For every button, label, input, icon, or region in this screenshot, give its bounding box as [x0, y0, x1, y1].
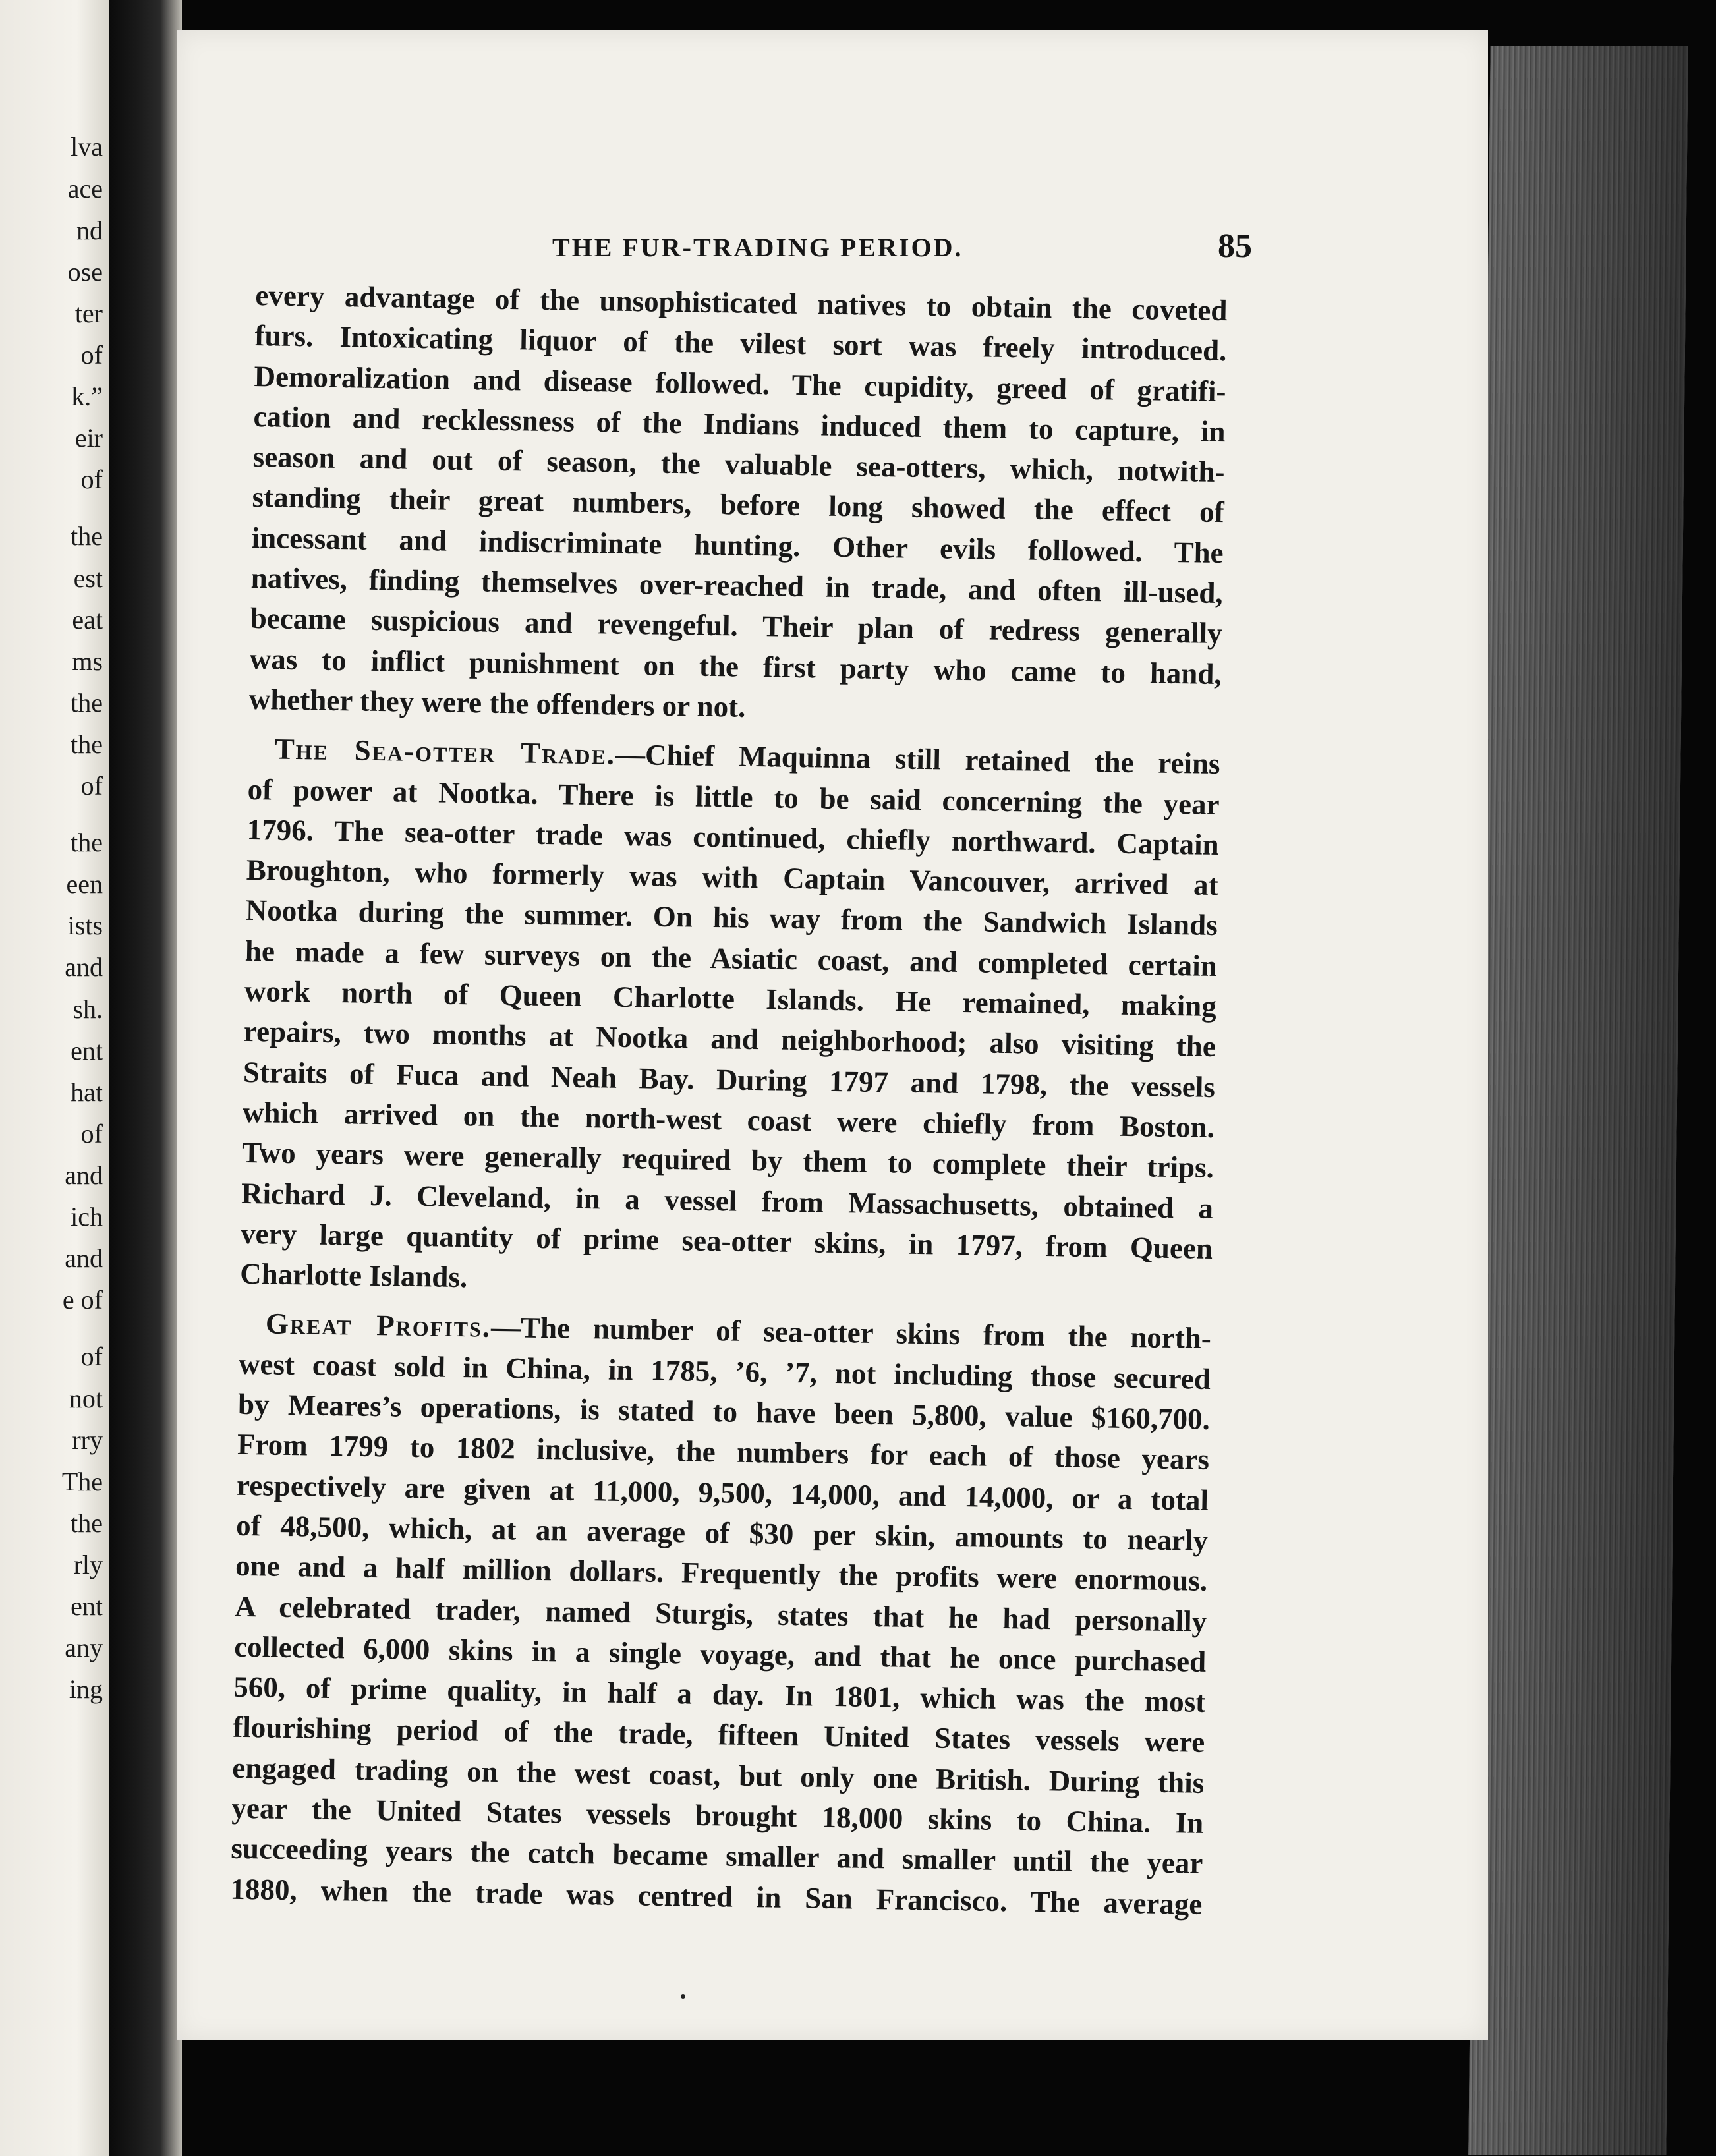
facing-page-fragment: e of: [62, 1285, 103, 1315]
facing-page-fragment: eir: [74, 423, 103, 453]
text-line: From 1799 to 1802 inclusive, the numbers for each of those years: [237, 1428, 1210, 1477]
text-line: season and out of season, the valuable sea-otters, which, notwith-: [252, 440, 1225, 489]
scan-speck: [681, 1994, 685, 1999]
book-gutter: [109, 0, 182, 2156]
text-line: became suspicious and revengeful. Their plan of redress generally: [250, 602, 1223, 650]
facing-page-fragment: and: [65, 1160, 103, 1190]
running-title: THE FUR-TRADING PERIOD.: [552, 233, 963, 262]
text-line: Two years were generally required by them to complete their trips.: [241, 1136, 1215, 1185]
facing-page-fragment: est: [73, 563, 103, 593]
facing-page-fragment: of: [80, 1342, 103, 1372]
facing-page-fragment: eat: [72, 604, 103, 635]
page-number: 85: [1218, 227, 1252, 265]
facing-page-fragment: lva: [71, 132, 103, 162]
facing-page-fragment: ms: [72, 646, 103, 676]
facing-page-fragment: ent: [71, 1591, 103, 1621]
text-line: which arrived on the north-west coast were chiefly from Boston.: [242, 1095, 1215, 1144]
paragraph-1: [248, 275, 1227, 735]
facing-page-fragment: the: [71, 521, 103, 552]
facing-page: [0, 0, 109, 2156]
text-line: very large quantity of prime sea-otter skins, in 1797, from Queen: [240, 1216, 1213, 1265]
text-line: west coast sold in China, in 1785, ’6, ’7, not including those secured: [238, 1347, 1211, 1396]
text-line: 560, of prime quality, in half a day. In 1801, which was the most: [233, 1670, 1206, 1718]
text-line: work north of Queen Charlotte Islands. He remained, making: [244, 974, 1217, 1023]
heading-line-rest: —Chief Maquinna still retained the reins: [615, 737, 1220, 781]
section-heading-sea-otter-trade: The Sea-otter Trade.: [274, 732, 616, 771]
facing-page-fragment: hat: [71, 1077, 103, 1107]
facing-page-fragment: rry: [72, 1425, 103, 1455]
facing-page-fragment: ter: [74, 298, 103, 328]
text-line: Nootka during the summer. On his way from the Sandwich Islands: [245, 894, 1218, 942]
facing-page-fragment: the: [71, 828, 103, 858]
text-line: Straits of Fuca and Neah Bay. During 1797 and 1798, the vessels: [243, 1055, 1216, 1104]
facing-page-fragment: The: [61, 1466, 103, 1496]
text-line: natives, finding themselves over-reached in trade, and often ill-used,: [250, 561, 1223, 610]
facing-page-fragment: ose: [67, 256, 103, 287]
text-line: incessant and indiscriminate hunting. Other evils followed. The: [251, 521, 1224, 569]
text-line: one and a half million dollars. Frequently the profits were enormous.: [235, 1548, 1208, 1598]
facing-page-fragment: of: [80, 770, 103, 801]
text-line: was to inflict punishment on the first party who came to hand,: [249, 642, 1222, 691]
text-line: furs. Intoxicating liquor of the vilest sort was freely introduced.: [254, 319, 1227, 368]
facing-page-fragment: the: [71, 687, 103, 718]
text-line: every advantage of the unsophisticated natives to obtain the coveted: [255, 278, 1228, 327]
text-line: succeeding years the catch became smaller and smaller until the year: [231, 1831, 1203, 1881]
page-fore-edge: [1468, 46, 1688, 2155]
text-line: Broughton, who formerly was with Captain Vancouver, arrived at: [246, 853, 1219, 902]
facing-page-fragment: rly: [73, 1549, 103, 1579]
section-heading-great-profits: Great Profits.: [265, 1307, 492, 1344]
facing-page-fragment: not: [69, 1383, 103, 1413]
text-line: he made a few surveys on the Asiatic coast, and completed certain: [244, 934, 1218, 982]
facing-page-fragment: ent: [71, 1035, 103, 1065]
paragraph-3: [230, 1303, 1211, 1925]
text-line: Richard J. Cleveland, in a vessel from Massachusetts, obtained a: [241, 1176, 1214, 1225]
text-line: repairs, two months at Nootka and neighborhood; also visiting the: [243, 1015, 1216, 1064]
facing-page-fragment: of: [80, 465, 103, 495]
text-line: 1880, when the trade was centred in San Francisco. The average: [230, 1872, 1203, 1921]
text-line: of 48,500, which, at an average of $30 per skin, amounts to nearly: [235, 1508, 1209, 1557]
facing-page-fragment: een: [66, 869, 103, 899]
text-line: standing their great numbers, before long showed the effect of: [252, 480, 1224, 529]
facing-page-fragment: the: [71, 729, 103, 759]
text-line: by Meares’s operations, is stated to have been 5,800, value $160,700.: [237, 1387, 1211, 1436]
text-line: engaged trading on the west coast, but only one British. During this: [232, 1751, 1205, 1800]
facing-page-fragment: nd: [76, 215, 103, 245]
paragraph-2: [240, 729, 1220, 1309]
text-line: collected 6,000 skins in a single voyage, and that he once purchased: [233, 1630, 1207, 1678]
body-text: [230, 275, 1228, 1925]
facing-page-fragment: ace: [67, 173, 103, 204]
book-page: [177, 30, 1488, 2040]
text-line: 1796. The sea-otter trade was continued, chiefly northward. Captain: [246, 812, 1220, 861]
facing-page-fragment: ing: [69, 1674, 103, 1705]
text-line: year the United States vessels brought 18,000 skins to China. In: [231, 1791, 1204, 1840]
text-line: flourishing period of the trade, fifteen United States vessels were: [232, 1711, 1205, 1759]
facing-page-fragment: k.”: [71, 381, 103, 411]
running-header: [177, 221, 1488, 274]
facing-page-fragment: and: [65, 1243, 103, 1274]
facing-page-fragment: sh.: [72, 994, 103, 1024]
facing-page-fragment: ists: [67, 911, 103, 941]
text-line: A celebrated trader, named Sturgis, states that he had personally: [234, 1589, 1207, 1638]
heading-line-rest: —The number of sea-otter skins from the north-: [490, 1311, 1212, 1355]
text-line: Demoralization and disease followed. The cupidity, greed of gratifi-: [254, 359, 1226, 408]
facing-page-fragment: the: [71, 1508, 103, 1538]
facing-page-fragment: any: [65, 1633, 103, 1662]
facing-page-fragment: ich: [71, 1201, 103, 1232]
text-line: whether they were the offenders or not.: [248, 682, 746, 723]
text-line: cation and recklessness of the Indians induced them to capture, in: [253, 399, 1226, 449]
facing-page-fragment: of: [80, 1118, 103, 1149]
text-line: of power at Nootka. There is little to be said concerning the year: [247, 772, 1220, 821]
facing-page-fragment: and: [65, 952, 103, 982]
text-line: Charlotte Islands.: [239, 1257, 468, 1294]
text-line: respectively are given at 11,000, 9,500, 14,000, and 14,000, or a total: [236, 1468, 1209, 1517]
facing-page-fragment: of: [80, 339, 103, 370]
